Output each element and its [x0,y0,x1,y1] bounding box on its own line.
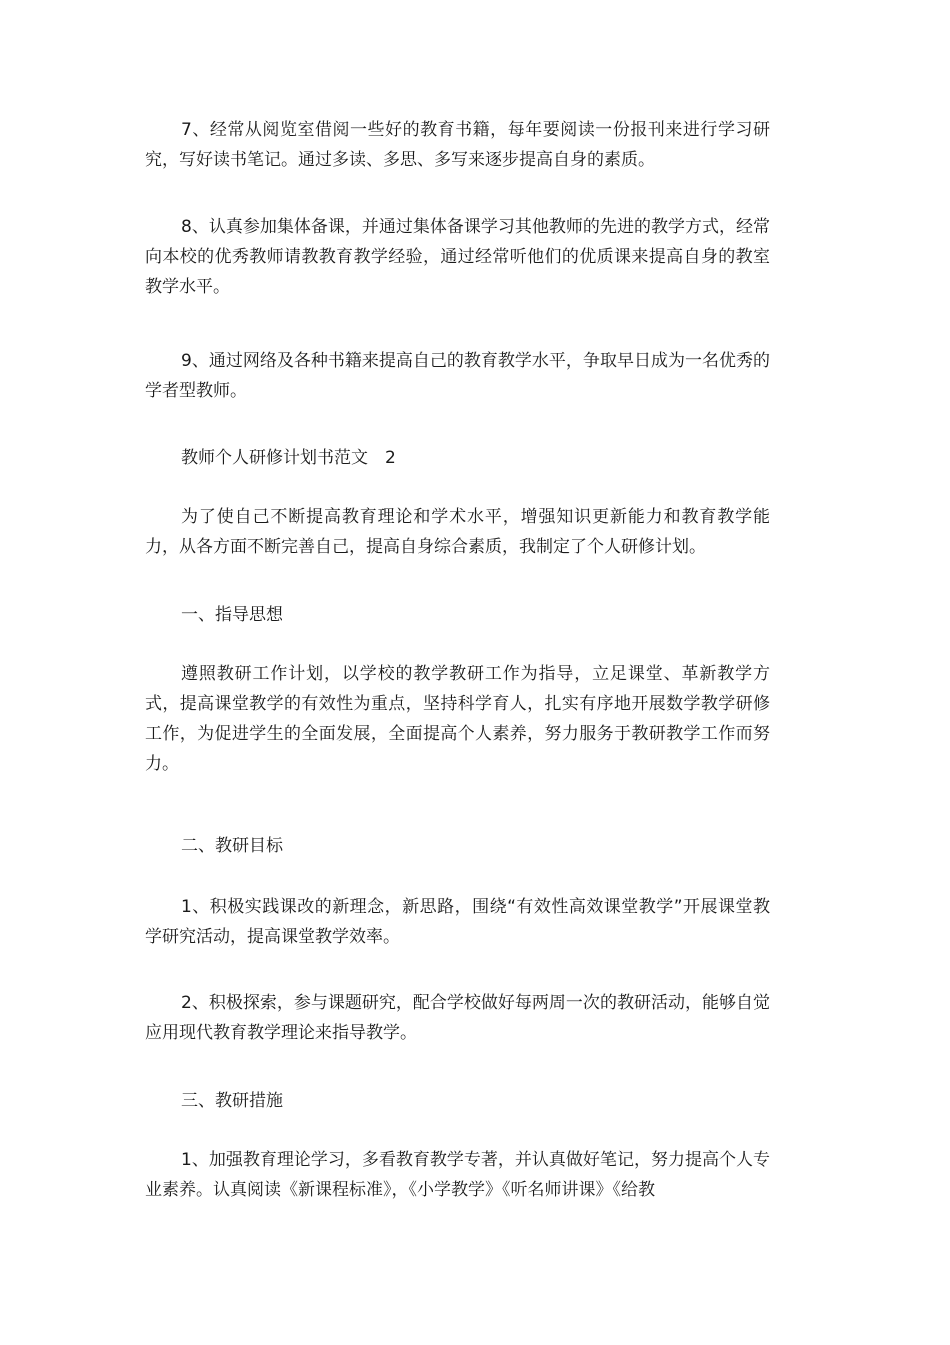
heading-research-measures: 三、教研措施 [181,1091,283,1111]
paragraph-item-8: 8、认真参加集体备课，并通过集体备课学习其他教师的先进的教学方式，经常向本校的优秀教师请教教育教学经验，通过经常听他们的优质课来提高自身的教室教学水平。 [145,217,770,297]
goal-item-2: 2、积极探索，参与课题研究，配合学校做好每两周一次的教研活动，能够自觉应用现代教育教学理论来指导教学。 [145,993,770,1043]
section-title-fanwen-2: 教师个人研修计划书范文 2 [181,448,396,468]
guiding-ideology-paragraph: 遵照教研工作计划，以学校的教学教研工作为指导，立足课堂、革新教学方式，提高课堂教学的有效性为重点，坚持科学育人，扎实有序地开展数学教学研修工作，为促进学生的全面发展，全面提高个人素养，努力服务于教研教学工作而努力。 [145,664,770,774]
measure-item-1: 1、加强教育理论学习，多看教育教学专著，并认真做好笔记，努力提高个人专业素养。认真阅读《新课程标准》，《小学教学》《听名师讲课》《给教 [145,1150,770,1200]
heading-guiding-ideology: 一、指导思想 [181,605,283,625]
heading-research-goals: 二、教研目标 [181,836,283,856]
paragraph-item-7: 7、经常从阅览室借阅一些好的教育书籍，每年要阅读一份报刊来进行学习研究，写好读书笔记。通过多读、多思、多写来逐步提高自身的素质。 [145,120,770,170]
paragraph-item-9: 9、通过网络及各种书籍来提高自己的教育教学水平，争取早日成为一名优秀的学者型教师。 [145,351,770,401]
goal-item-1: 1、积极实践课改的新理念，新思路，围绕“有效性高效课堂教学”开展课堂教学研究活动，提高课堂教学效率。 [145,897,770,947]
intro-paragraph: 为了使自己不断提高教育理论和学术水平，增强知识更新能力和教育教学能力，从各方面不断完善自己，提高自身综合素质，我制定了个人研修计划。 [145,507,770,557]
